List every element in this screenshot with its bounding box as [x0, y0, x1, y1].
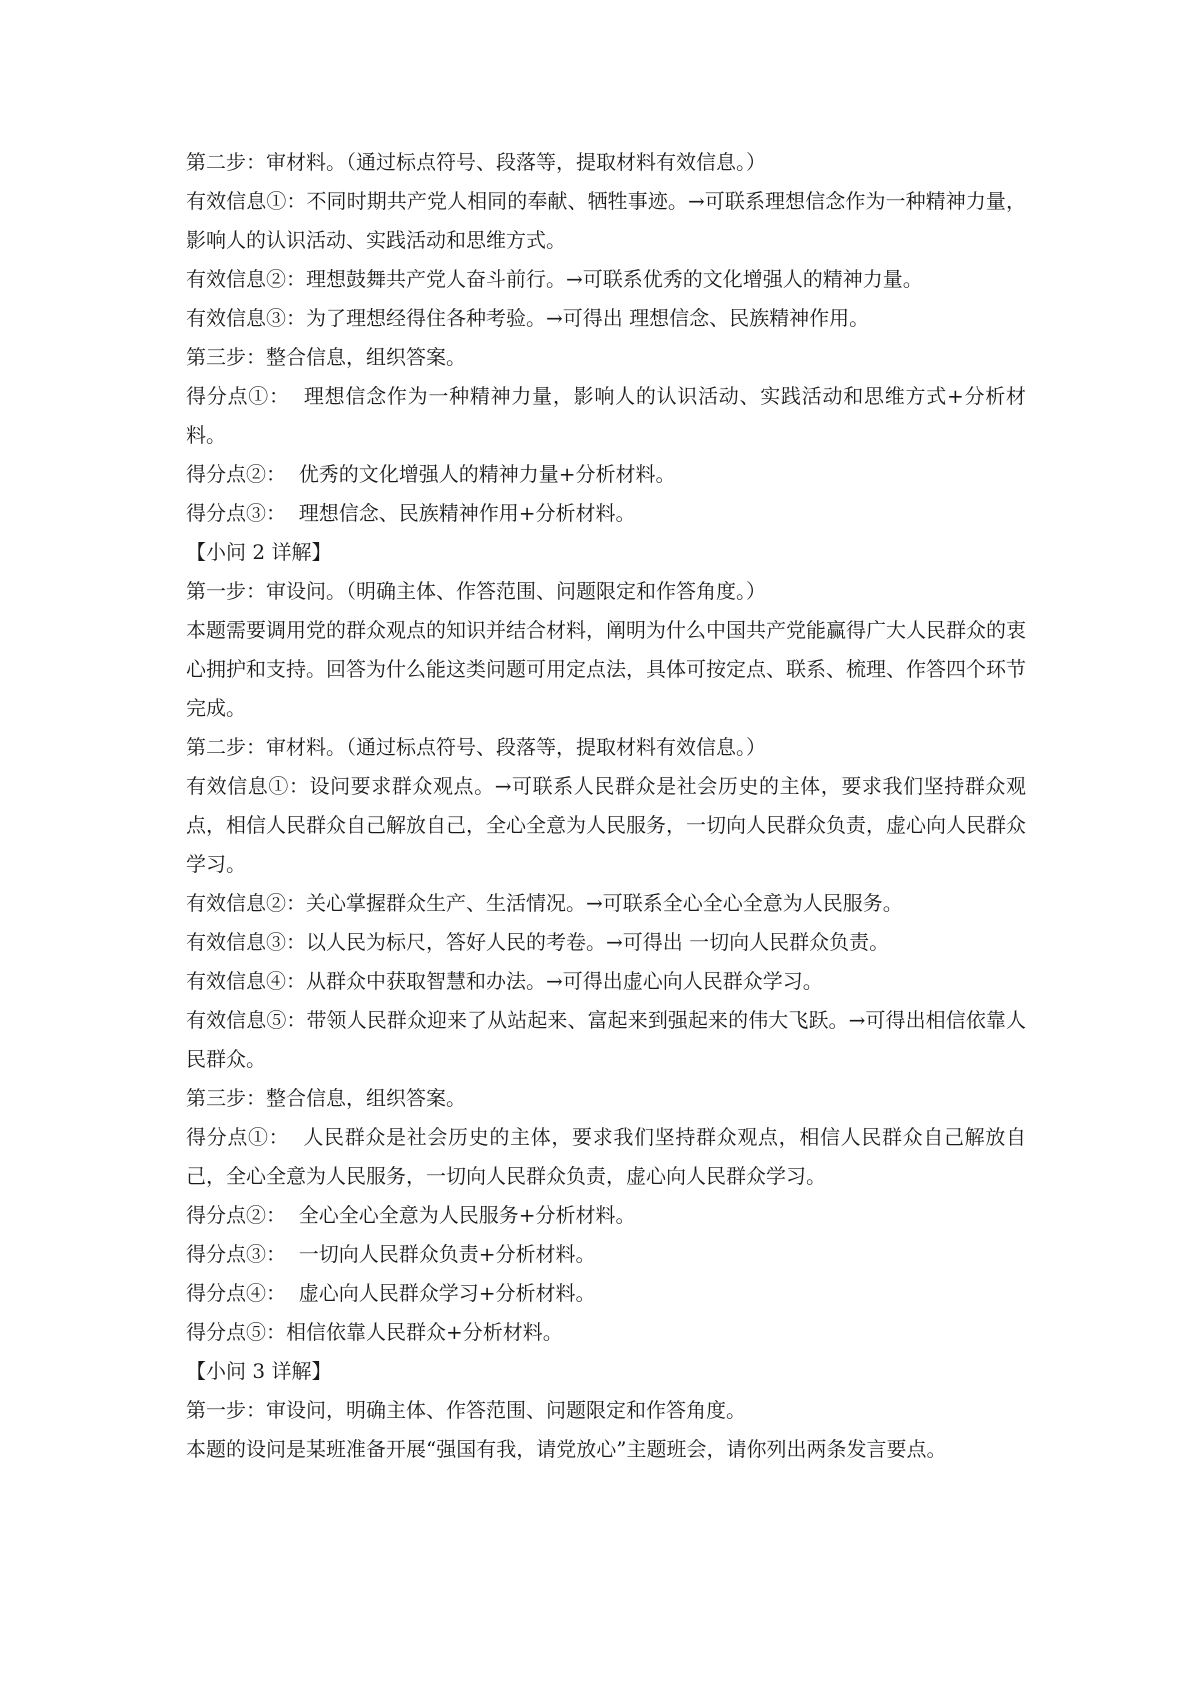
paragraph-score-point-2: 得分点②： 全心全心全意为人民服务+分析材料。 [186, 1203, 636, 1227]
paragraph-score-point-3: 得分点③： 一切向人民群众负责+分析材料。 [186, 1242, 596, 1266]
paragraph-step2-review-material: 第二步：审材料。（通过标点符号、段落等，提取材料有效信息。） [186, 735, 766, 759]
paragraph-step2-review-material: 第二步：审材料。（通过标点符号、段落等，提取材料有效信息。） [186, 150, 766, 174]
paragraph-question-statement: 本题的设问是某班准备开展“强国有我，请党放心”主题班会，请你列出两条发言要点。 [186, 1437, 947, 1461]
paragraph-score-point-4: 得分点④： 虚心向人民群众学习+分析材料。 [186, 1281, 596, 1305]
paragraph-effective-info-3: 有效信息③：以人民为标尺，答好人民的考卷。→可得出 一切向人民群众负责。 [186, 930, 890, 954]
paragraph-score-point-1: 得分点①： 理想信念作为一种精神力量，影响人的认识活动、实践活动和思维方式+分析材料。 [186, 384, 1026, 447]
paragraph-step1-review-question: 第一步：审设问，明确主体、作答范围、问题限定和作答角度。 [186, 1398, 746, 1422]
paragraph-effective-info-1: 有效信息①：不同时期共产党人相同的奉献、牺牲事迹。→可联系理想信念作为一种精神力量，影响人的认识活动、实践活动和思维方式。 [186, 189, 1026, 252]
paragraph-effective-info-1: 有效信息①：设问要求群众观点。→可联系人民群众是社会历史的主体，要求我们坚持群众观点，相信人民群众自己解放自己，全心全意为人民服务，一切向人民群众负责，虚心向人民群众学习。 [186, 774, 1026, 876]
paragraph-question-analysis: 本题需要调用党的群众观点的知识并结合材料，阐明为什么中国共产党能赢得广大人民群众的衷心拥护和支持。回答为什么能这类问题可用定点法，具体可按定点、联系、梳理、作答四个环节完成。 [186, 618, 1026, 720]
paragraph-effective-info-2: 有效信息②：理想鼓舞共产党人奋斗前行。→可联系优秀的文化增强人的精神力量。 [186, 267, 923, 291]
paragraph-effective-info-2: 有效信息②：关心掌握群众生产、生活情况。→可联系全心全心全意为人民服务。 [186, 891, 903, 915]
paragraph-step1-review-question: 第一步：审设问。（明确主体、作答范围、问题限定和作答角度。） [186, 579, 766, 603]
paragraph-step3-organize-answer: 第三步：整合信息，组织答案。 [186, 1086, 466, 1110]
paragraph-score-point-3: 得分点③： 理想信念、民族精神作用+分析材料。 [186, 501, 636, 525]
paragraph-score-point-2: 得分点②： 优秀的文化增强人的精神力量+分析材料。 [186, 462, 676, 486]
paragraph-score-point-1: 得分点①： 人民群众是社会历史的主体，要求我们坚持群众观点，相信人民群众自己解放自己，全心全意为人民服务，一切向人民群众负责，虚心向人民群众学习。 [186, 1125, 1026, 1188]
paragraph-score-point-5: 得分点⑤：相信依靠人民群众+分析材料。 [186, 1320, 563, 1344]
document-body [186, 143, 1026, 1469]
paragraph-effective-info-4: 有效信息④：从群众中获取智慧和办法。→可得出虚心向人民群众学习。 [186, 969, 823, 993]
section-heading-q3: 【小问 3 详解】 [186, 1359, 332, 1383]
paragraph-effective-info-5: 有效信息⑤：带领人民群众迎来了从站起来、富起来到强起来的伟大飞跃。→可得出相信依靠人民群众。 [186, 1008, 1026, 1071]
section-heading-q2: 【小问 2 详解】 [186, 540, 332, 564]
paragraph-effective-info-3: 有效信息③：为了理想经得住各种考验。→可得出 理想信念、民族精神作用。 [186, 306, 870, 330]
paragraph-step3-organize-answer: 第三步：整合信息，组织答案。 [186, 345, 466, 369]
